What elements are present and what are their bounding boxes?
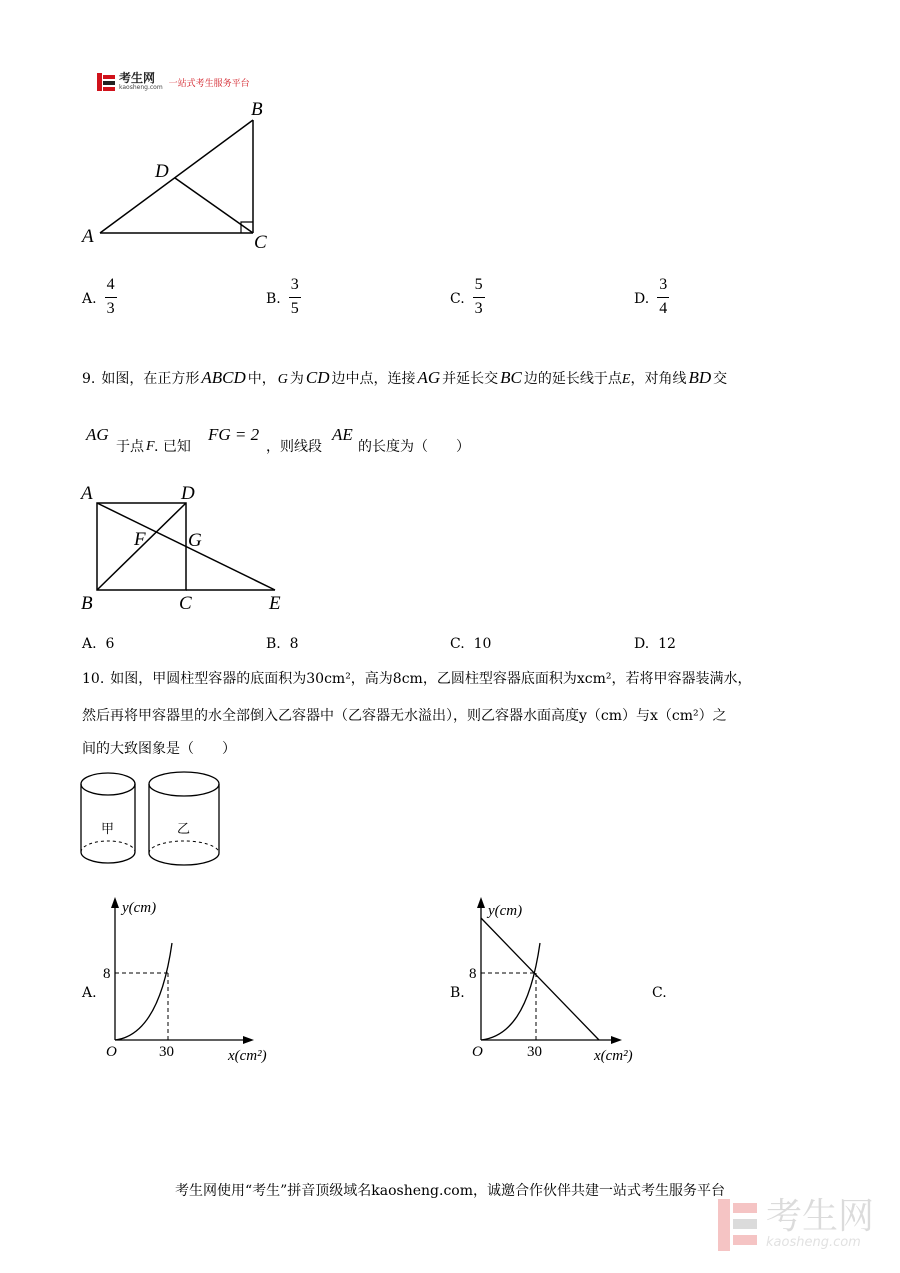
page-footer: 考生网使用“考生”拼音顶级域名kaosheng.com，诚邀合作伙伴共建一站式考生服务平台: [174, 1183, 726, 1199]
graph-a-x-arrow: [243, 1036, 254, 1044]
graph-b-y-arrow: [477, 897, 485, 908]
q8-label-a: A: [82, 226, 94, 247]
graph-a-curve: [115, 943, 172, 1040]
q9-label-e: E: [269, 593, 281, 614]
q10-option-c-letter[interactable]: C.: [652, 985, 667, 1001]
q8-option-b-fraction: [289, 277, 301, 317]
graph-b-xlabel: x(cm²): [594, 1048, 633, 1064]
q9-math-bc: BC: [500, 368, 522, 387]
q9-square-figure: [78, 480, 298, 615]
q9-math-e: E: [621, 372, 631, 387]
q9-option-b[interactable]: B. 8: [266, 636, 299, 652]
graph-b-origin: O: [472, 1044, 483, 1060]
graph-b-ytick: 8: [469, 966, 477, 982]
logo-icon: [96, 72, 116, 92]
q9-math-ae: AE: [332, 425, 353, 444]
watermark-domain: kaosheng.com: [766, 1235, 861, 1251]
graph-a-y-arrow: [111, 897, 119, 908]
q9-math-fg-eq-2: FG = 2: [208, 425, 260, 444]
q8-option-b-numerator: 3: [290, 276, 299, 293]
graph-b-ylabel: y(cm): [488, 903, 523, 919]
graph-a-ylabel: y(cm): [122, 900, 157, 916]
q9-text: 的长度为（ ）: [358, 439, 470, 455]
q9-number: 9.: [82, 371, 96, 387]
q9-label-d: D: [181, 483, 195, 504]
watermark-text: 考生网: [766, 1196, 875, 1238]
logo-text: 考生网: [119, 71, 156, 86]
q9-text: ，则线段: [266, 439, 322, 455]
logo-slogan: 一站式考生服务平台: [168, 78, 250, 89]
q9-math-cd: CD: [305, 368, 330, 387]
q8-option-a[interactable]: [82, 277, 117, 317]
q8-option-d-numerator: 3: [659, 276, 668, 293]
q8-label-b: B: [251, 99, 263, 120]
q8-option-d-denominator: 4: [659, 300, 668, 317]
q8-option-a-fraction: [105, 277, 117, 317]
q9-math-bd: BD: [688, 368, 712, 387]
q8-label-c: C: [254, 232, 267, 253]
q9-label-f: F: [134, 529, 146, 550]
q9-math-g: G: [277, 372, 288, 387]
graph-b-x-arrow: [611, 1036, 622, 1044]
graph-b-curve: [481, 943, 540, 1040]
q8-option-c-numerator: 5: [474, 276, 483, 293]
q9-text: ，对角线: [630, 371, 687, 387]
q10-number: 10.: [82, 671, 105, 687]
q8-triangle-figure: [78, 96, 288, 256]
q9-text: 中，: [247, 371, 276, 387]
container-yi-label: 乙: [177, 822, 191, 837]
q9-math-abcd: ABCD: [201, 368, 246, 387]
q10-option-a-letter[interactable]: A.: [82, 985, 97, 1001]
q9-text: 于点: [116, 439, 144, 455]
q9-question-line1: [82, 368, 727, 388]
q8-option-a-letter: A.: [82, 291, 97, 307]
graph-b-straight-line: [481, 918, 599, 1040]
q9-label-c: C: [179, 593, 192, 614]
q8-option-c[interactable]: [450, 277, 485, 317]
q8-option-d-fraction: [657, 277, 669, 317]
q9-label-a: A: [81, 483, 93, 504]
q8-option-b-letter: B.: [266, 291, 281, 307]
q9-option-d[interactable]: D. 12: [634, 636, 676, 652]
q9-text: 边的延长线于点: [523, 371, 622, 387]
q8-option-c-denominator: 3: [474, 300, 483, 317]
q8-option-d[interactable]: [634, 277, 669, 317]
q10-option-b-letter[interactable]: B.: [450, 985, 465, 1001]
q9-text: 如图，在正方形: [101, 371, 200, 387]
q10-graph-a[interactable]: [100, 895, 290, 1070]
q8-option-a-denominator: 3: [106, 300, 115, 317]
q9-text: . 已知: [154, 439, 191, 455]
q8-option-b-denominator: 5: [290, 300, 299, 317]
header-logo: [96, 72, 250, 92]
watermark-logo: [716, 1197, 874, 1253]
q9-math-f: F: [146, 439, 155, 454]
q10-question-line2: 然后再将甲容器里的水全部倒入乙容器中（乙容器无水溢出），则乙容器水面高度y（cm）与x（cm²）之: [82, 708, 727, 724]
graph-a-xlabel: x(cm²): [228, 1048, 267, 1064]
q8-label-d: D: [155, 161, 169, 182]
q9-label-b: B: [81, 593, 93, 614]
q9-math-ag-2: AG: [86, 425, 109, 444]
graph-a-ytick: 8: [103, 966, 111, 982]
q9-math-ag: AG: [417, 368, 441, 387]
q10-line1-text: 如图，甲圆柱型容器的底面积为30cm²，高为8cm，乙圆柱型容器底面积为xcm²，若将甲容器装满水，: [110, 671, 752, 687]
q8-option-c-letter: C.: [450, 291, 465, 307]
q9-text: 并延长交: [442, 371, 499, 387]
q9-text: 为: [289, 371, 304, 387]
q9-option-c[interactable]: C. 10: [450, 636, 492, 652]
graph-a-origin: O: [106, 1044, 117, 1060]
container-jia-label: 甲: [101, 822, 115, 837]
q8-option-d-letter: D.: [634, 291, 650, 307]
q9-text: 交: [713, 371, 728, 387]
q9-text: 边中点，连接: [331, 371, 416, 387]
watermark-icon: [716, 1197, 760, 1253]
q10-question-line1: [82, 672, 751, 686]
q10-graph-b[interactable]: [466, 895, 656, 1070]
q9-option-a[interactable]: A. 6: [82, 636, 115, 652]
q8-option-c-fraction: [473, 277, 485, 317]
logo-domain: kaosheng.com: [119, 84, 163, 92]
q10-question-line3: 间的大致图象是（ ）: [82, 741, 236, 757]
graph-a-xtick: 30: [159, 1044, 174, 1060]
q8-option-b[interactable]: [266, 277, 301, 317]
q9-label-g: G: [188, 530, 202, 551]
q8-option-a-numerator: 4: [106, 276, 115, 293]
graph-b-xtick: 30: [527, 1044, 542, 1060]
